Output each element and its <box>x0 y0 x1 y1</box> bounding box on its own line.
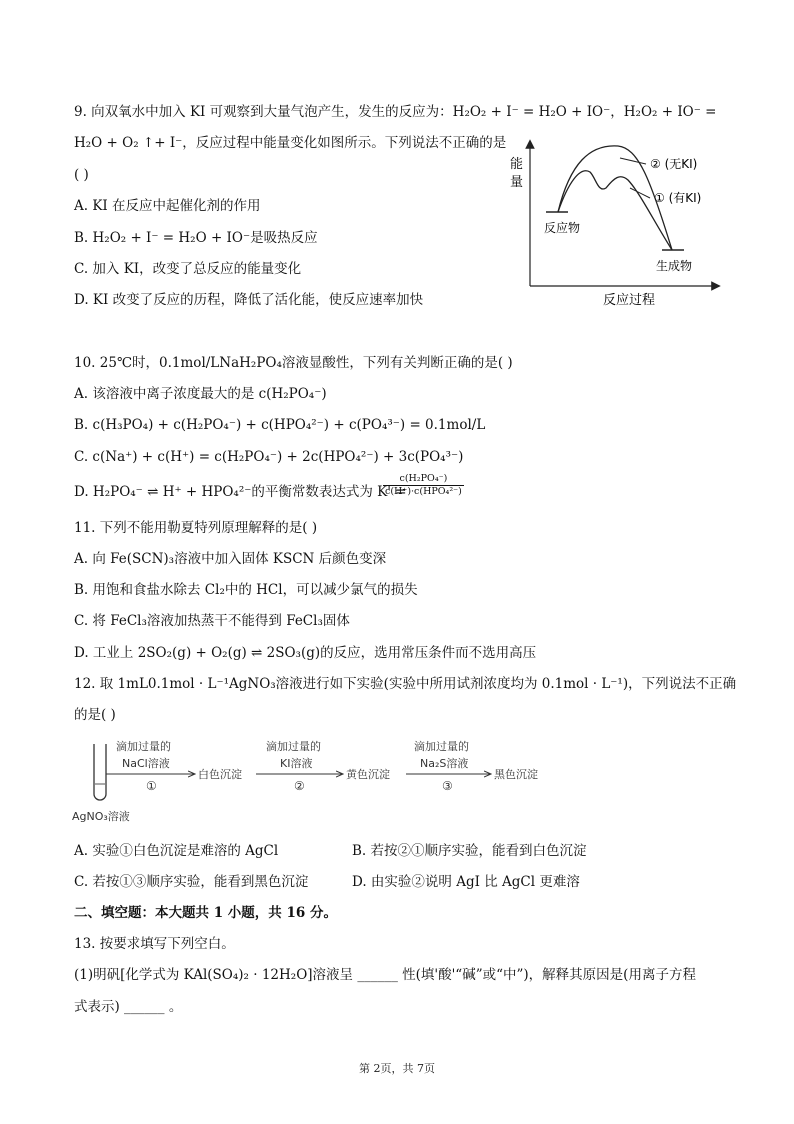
curve-with-ki <box>558 171 672 250</box>
q11-stem: 11. 下列不能用勒夏特列原理解释的是( ) <box>74 520 318 536</box>
q11-option-a: A. 向 Fe(SCN)₃溶液中加入固体 KSCN 后颜色变深 <box>74 551 387 567</box>
product-1: 白色沉淀 <box>198 768 242 781</box>
q9-answer-blank: ( ) <box>74 167 89 183</box>
step2-num: ② <box>294 779 305 793</box>
q12-option-c: C. 若按①③顺序实验，能看到黑色沉淀 <box>74 874 309 890</box>
q10-stem: 10. 25℃时，0.1mol/LNaH₂PO₄溶液显酸性，下列有关判断正确的是( ) <box>74 355 513 371</box>
q10-option-a: A. 该溶液中离子浓度最大的是 c(H₂PO₄⁻) <box>74 386 327 402</box>
fraction-numerator: c(H₂PO₄⁻) <box>383 473 464 486</box>
experiment-flow-diagram <box>68 736 558 828</box>
q12-option-a: A. 实验①白色沉淀是难溶的 AgCl <box>74 843 279 859</box>
step1-top: 滴加过量的 <box>116 740 171 753</box>
step2-reagent: KI溶液 <box>280 757 313 770</box>
product-2: 黄色沉淀 <box>346 768 390 781</box>
product-3: 黑色沉淀 <box>494 768 538 781</box>
q13-part1-line1: (1)明矾[化学式为 KAl(SO₄)₂ · 12H₂O]溶液呈 ______ 性(填'酸'“碱”或“中”)，解释其原因是(用离子方程 <box>74 967 696 983</box>
step1-reagent: NaCl溶液 <box>122 757 170 770</box>
q13-part1-line2: 式表示) ______ 。 <box>74 999 183 1015</box>
q10-option-c: C. c(Na⁺) + c(H⁺) = c(H₂PO₄⁻) + 2c(HPO₄²⁻) + 3c(PO₄³⁻) <box>74 449 464 465</box>
q9-stem-line1: 9. 向双氧水中加入 KI 可观察到大量气泡产生，发生的反应为：H₂O₂ + I⁻ = H₂O + IO⁻，H₂O₂ + IO⁻ = <box>74 104 717 120</box>
q12-option-b: B. 若按②①顺序实验，能看到白色沉淀 <box>352 843 587 859</box>
step3-reagent: Na₂S溶液 <box>420 757 469 770</box>
q9-option-a: A. KI 在反应中起催化剂的作用 <box>74 198 261 214</box>
step1-num: ① <box>146 779 157 793</box>
q12-stem-line1: 12. 取 1mL0.1mol · L⁻¹AgNO₃溶液进行如下实验(实验中所用试剂浓度均为 0.1mol · L⁻¹)，下列说法不正确 <box>74 676 737 692</box>
label-pointer-2 <box>620 158 646 164</box>
y-label-2: 量 <box>510 175 524 190</box>
product-label: 生成物 <box>656 259 693 273</box>
x-label: 反应过程 <box>603 293 656 308</box>
step3-top: 滴加过量的 <box>414 740 469 753</box>
y-label-1: 能 <box>510 157 524 172</box>
q11-option-b: B. 用饱和食盐水除去 Cl₂中的 HCl，可以减少氯气的损失 <box>74 582 418 598</box>
energy-diagram <box>500 138 725 310</box>
q9-option-c: C. 加入 KI，改变了总反应的能量变化 <box>74 261 302 277</box>
tube-label: AgNO₃溶液 <box>72 810 130 823</box>
curve-label-with-ki: ① (有KI) <box>654 191 702 205</box>
step3-num: ③ <box>442 779 453 793</box>
q12-stem-line2: 的是( ) <box>74 707 116 723</box>
test-tube <box>94 744 106 800</box>
step2-top: 滴加过量的 <box>266 740 321 753</box>
q9-stem-line2: H₂O + O₂ ↑+ I⁻，反应过程中能量变化如图所示。下列说法不正确的是 <box>74 135 507 151</box>
q9-option-b: B. H₂O₂ + I⁻ = H₂O + IO⁻是吸热反应 <box>74 230 318 246</box>
q12-option-d: D. 由实验②说明 AgI 比 AgCl 更难溶 <box>352 874 580 890</box>
reactant-label: 反应物 <box>544 221 581 235</box>
q9-option-d: D. KI 改变了反应的历程，降低了活化能，使反应速率加快 <box>74 292 424 308</box>
section-heading: 二、填空题：本大题共 1 小题，共 16 分。 <box>74 905 337 921</box>
q11-option-d: D. 工业上 2SO₂(g) + O₂(g) ⇌ 2SO₃(g)的反应，选用常压条件而不选用高压 <box>74 645 537 661</box>
q10-option-d: D. H₂PO₄⁻ ⇌ H⁺ + HPO₄²⁻的平衡常数表达式为 K' = <box>74 484 407 500</box>
q13-stem: 13. 按要求填写下列空白。 <box>74 936 235 952</box>
page-footer: 第 2页，共 7页 <box>359 1062 435 1075</box>
q10-option-b: B. c(H₃PO₄) + c(H₂PO₄⁻) + c(HPO₄²⁻) + c(PO₄³⁻) = 0.1mol/L <box>74 417 486 433</box>
q11-option-c: C. 将 FeCl₃溶液加热蒸干不能得到 FeCl₃固体 <box>74 613 350 629</box>
fraction-denominator: c(H⁺)·c(HPO₄²⁻) <box>385 486 462 497</box>
q10-fraction <box>383 473 464 498</box>
curve-label-without-ki: ② (无KI) <box>650 157 698 171</box>
